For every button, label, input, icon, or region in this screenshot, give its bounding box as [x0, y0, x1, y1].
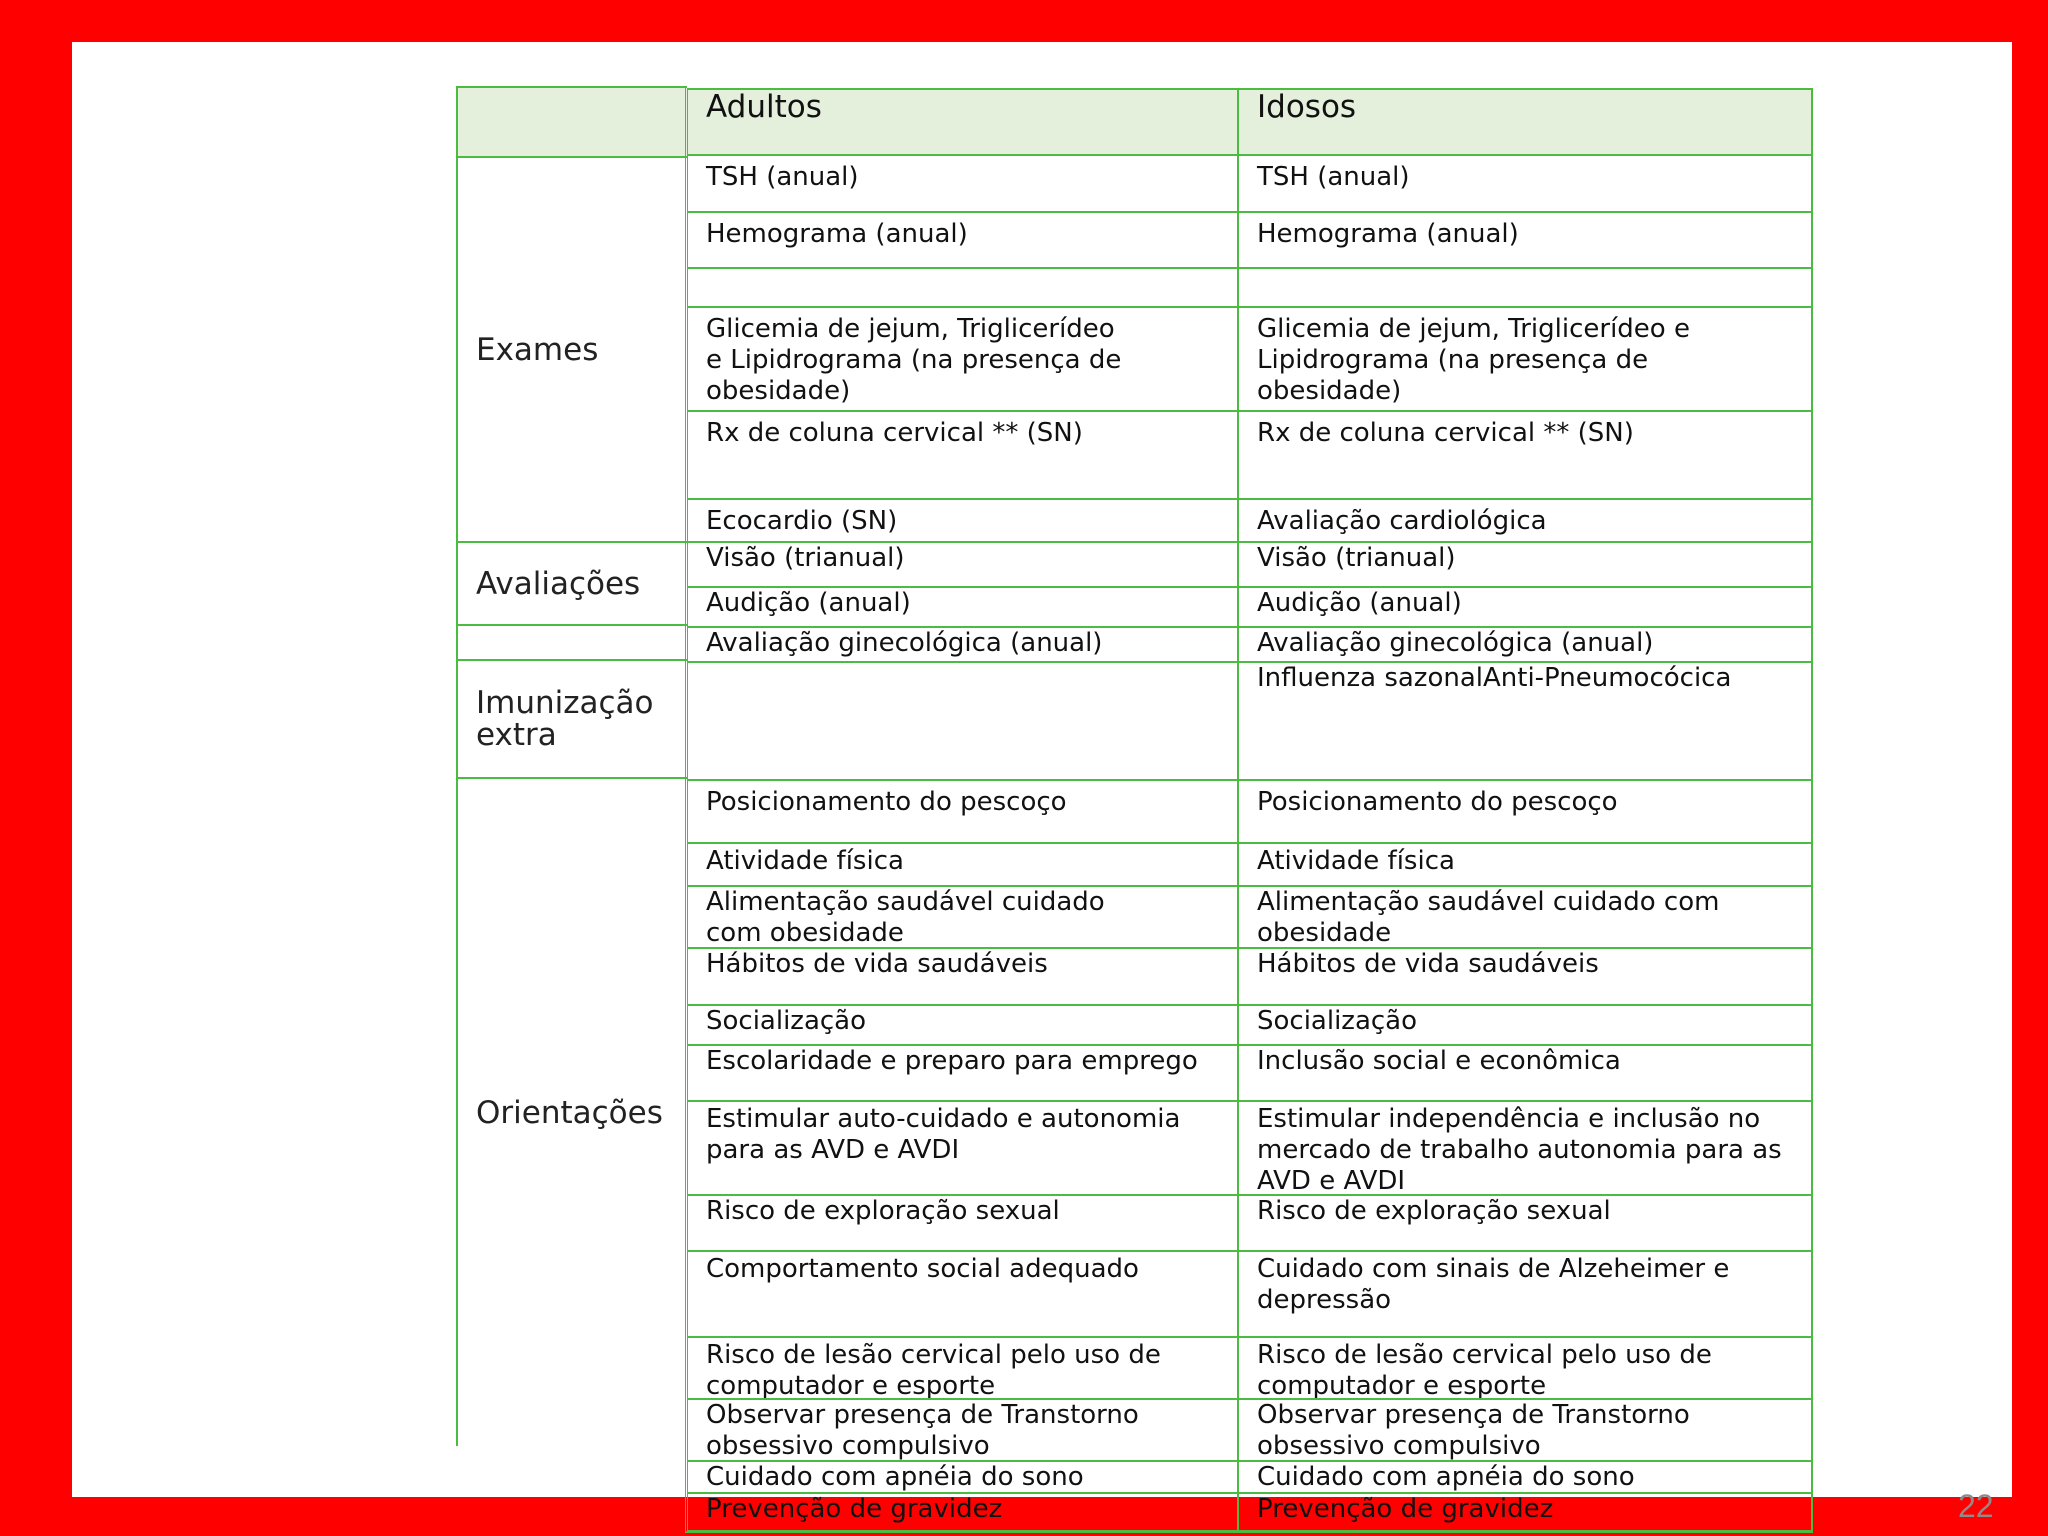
table-row — [688, 1492, 1811, 1532]
table-row — [688, 410, 1811, 500]
header-idosos: Idosos — [1257, 90, 1357, 125]
table-row — [688, 1250, 1811, 1338]
table-row — [688, 1044, 1811, 1102]
cell-idosos: TSH (anual) — [1257, 162, 1410, 192]
cell-adultos: Socialização — [688, 1006, 1239, 1046]
table-row — [688, 661, 1811, 781]
cell-adultos: Escolaridade e preparo para emprego — [688, 1046, 1239, 1102]
section-spacer — [458, 624, 687, 659]
table-row — [688, 541, 1811, 588]
cell-adultos: Glicemia de jejum, Triglicerídeo e Lipidrograma (na presença de obesidade) — [688, 308, 1239, 412]
cell-adultos: TSH (anual) — [688, 156, 1239, 213]
slide — [72, 42, 2012, 1524]
cell-adultos: Rx de coluna cervical ** (SN) — [688, 412, 1239, 500]
cell-adultos: Atividade física — [688, 844, 1239, 887]
cell-idosos: Inclusão social e econômica — [1257, 1046, 1621, 1076]
section-exames: Exames — [458, 156, 687, 541]
table-row — [688, 779, 1811, 844]
cell-adultos: Audição (anual) — [688, 588, 1239, 628]
page-number: 22 — [1958, 1488, 1994, 1524]
cell-adultos: Posicionamento do pescoço — [688, 781, 1239, 844]
header-adultos: Adultos — [688, 90, 1239, 156]
cell-idosos: Cuidado com apnéia do sono — [1257, 1462, 1635, 1492]
schedule-table — [685, 88, 1813, 1533]
cell-idosos: Prevenção de gravidez — [1257, 1494, 1554, 1524]
cell-adultos: Visão (trianual) — [688, 543, 1239, 588]
table-row — [688, 1194, 1811, 1252]
table-row — [688, 498, 1811, 543]
table-row — [688, 1100, 1811, 1196]
table-row — [688, 885, 1811, 949]
cell-adultos: Cuidado com apnéia do sono — [688, 1462, 1239, 1494]
cell-idosos: Posicionamento do pescoço — [1257, 787, 1618, 817]
table-row — [688, 267, 1811, 308]
section-column — [456, 86, 687, 1446]
cell-adultos: Risco de exploração sexual — [688, 1196, 1239, 1252]
cell-idosos: Estimular independência e inclusão no mercado de trabalho autonomia para as AVD e AVDI — [1257, 1104, 1782, 1196]
table-row — [688, 586, 1811, 628]
section-header-cell — [458, 86, 687, 156]
cell-idosos: Alimentação saudável cuidado com obesidade — [1257, 887, 1720, 948]
table-row — [688, 1004, 1811, 1046]
cell-adultos — [688, 269, 1239, 308]
cell-adultos: Hábitos de vida saudáveis — [688, 949, 1239, 1006]
section-orientacoes: Orientações — [458, 777, 687, 1446]
table-row — [688, 211, 1811, 269]
table-row — [688, 1398, 1811, 1462]
cell-idosos: Risco de lesão cervical pelo uso de computador e esporte — [1257, 1340, 1712, 1400]
table-row — [688, 626, 1811, 663]
cell-idosos: Glicemia de jejum, Triglicerídeo e Lipidrograma (na presença de obesidade) — [1257, 314, 1690, 406]
cell-adultos — [688, 663, 1239, 781]
cell-adultos: Avaliação ginecológica (anual) — [688, 628, 1239, 663]
section-avaliacoes: Avaliações — [458, 541, 687, 624]
table-row — [688, 842, 1811, 887]
cell-adultos: Ecocardio (SN) — [688, 500, 1239, 543]
cell-idosos: Risco de exploração sexual — [1257, 1196, 1611, 1226]
cell-adultos: Prevenção de gravidez — [688, 1494, 1239, 1532]
cell-idosos: Observar presença de Transtorno obsessivo compulsivo — [1257, 1400, 1690, 1461]
table-row — [688, 947, 1811, 1006]
cell-idosos: Avaliação ginecológica (anual) — [1257, 628, 1654, 658]
table-row — [688, 1460, 1811, 1494]
cell-idosos: Cuidado com sinais de Alzeheimer e depressão — [1257, 1254, 1730, 1315]
cell-idosos — [1239, 269, 1811, 308]
cell-idosos: Hemograma (anual) — [1257, 219, 1519, 249]
table-row — [688, 306, 1811, 412]
section-imunizacao: Imunização extra — [458, 659, 687, 777]
cell-idosos: Socialização — [1257, 1006, 1418, 1036]
cell-adultos: Hemograma (anual) — [688, 213, 1239, 269]
cell-idosos: Visão (trianual) — [1257, 543, 1456, 573]
table-header-row — [688, 88, 1811, 156]
cell-idosos: Influenza sazonalAnti-Pneumocócica — [1257, 663, 1732, 693]
cell-idosos: Avaliação cardiológica — [1257, 506, 1547, 536]
cell-idosos: Audição (anual) — [1257, 588, 1462, 618]
cell-adultos: Risco de lesão cervical pelo uso de computador e esporte — [688, 1338, 1239, 1400]
table-row — [688, 154, 1811, 213]
cell-adultos: Comportamento social adequado — [688, 1252, 1239, 1338]
cell-adultos: Observar presença de Transtorno obsessivo compulsivo — [688, 1400, 1239, 1462]
table-row — [688, 1336, 1811, 1400]
cell-adultos: Estimular auto-cuidado e autonomia para as AVD e AVDI — [688, 1102, 1239, 1196]
cell-adultos: Alimentação saudável cuidado com obesidade — [688, 887, 1239, 949]
cell-idosos: Atividade física — [1257, 846, 1455, 876]
cell-idosos: Hábitos de vida saudáveis — [1257, 949, 1599, 979]
cell-idosos: Rx de coluna cervical ** (SN) — [1257, 418, 1634, 448]
